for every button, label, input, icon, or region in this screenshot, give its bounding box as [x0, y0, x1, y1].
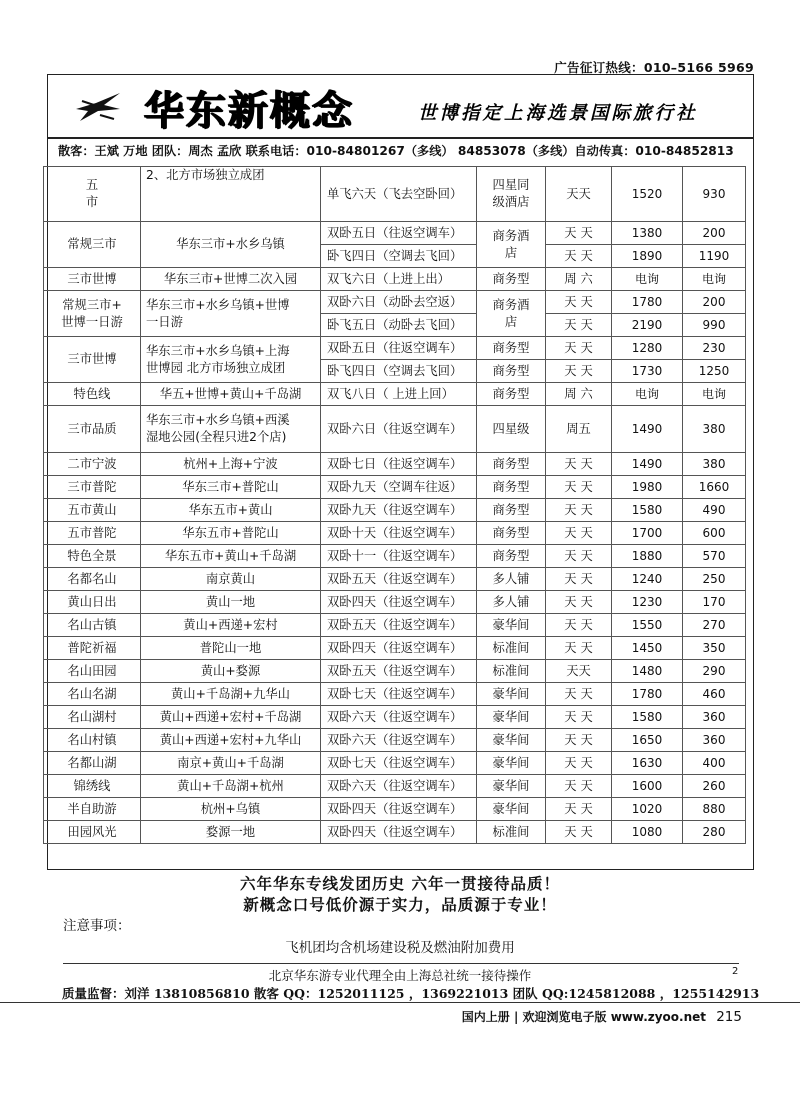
tour-name: 名山村镇	[44, 729, 141, 752]
tour-departure-days: 天 天	[546, 222, 612, 245]
footer-text: 国内上册 | 欢迎浏览电子版 www.zyoo.net	[461, 1010, 707, 1024]
tour-trip: 双卧九天（往返空调车）	[321, 499, 477, 522]
tour-route: 南京+黄山+千岛湖	[141, 752, 321, 775]
tour-departure-days: 天 天	[546, 821, 612, 844]
tour-hotel: 商务型	[477, 453, 546, 476]
tour-price-alt: 1250	[683, 360, 746, 383]
tour-hotel: 豪华间	[477, 706, 546, 729]
tour-price-alt: 930	[683, 167, 746, 222]
tour-route: 黄山+西递+宏村+千岛湖	[141, 706, 321, 729]
table-row	[44, 406, 746, 453]
tour-trip: 双卧七日（往返空调车）	[321, 453, 477, 476]
tour-price: 1890	[612, 245, 683, 268]
tour-trip: 双卧四天（往返空调车）	[321, 637, 477, 660]
tour-departure-days: 天天	[546, 167, 612, 222]
tour-price-alt: 490	[683, 499, 746, 522]
tour-route: 普陀山一地	[141, 637, 321, 660]
table-row	[44, 591, 746, 614]
table-row	[44, 568, 746, 591]
brand-name: 华东新概念	[144, 87, 354, 134]
tour-price: 2190	[612, 314, 683, 337]
tour-hotel: 豪华间	[477, 798, 546, 821]
tour-price-alt: 380	[683, 453, 746, 476]
tour-price: 1700	[612, 522, 683, 545]
tour-name: 田园风光	[44, 821, 141, 844]
tour-name: 名山名湖	[44, 683, 141, 706]
tour-price: 电询	[612, 383, 683, 406]
table-row	[44, 268, 746, 291]
tour-route: 黄山+千岛湖+九华山	[141, 683, 321, 706]
tour-route: 黄山+婺源	[141, 660, 321, 683]
tour-hotel: 四星级	[477, 406, 546, 453]
tour-route: 杭州+乌镇	[141, 798, 321, 821]
tour-route: 华东五市+黄山	[141, 499, 321, 522]
tour-hotel: 商务型	[477, 360, 546, 383]
tour-price: 1730	[612, 360, 683, 383]
table-row	[44, 476, 746, 499]
tour-trip: 双卧四天（往返空调车）	[321, 798, 477, 821]
tour-price-alt: 200	[683, 222, 746, 245]
table-row	[44, 383, 746, 406]
tour-name: 二市宁波	[44, 453, 141, 476]
tour-trip: 双卧六天（往返空调车）	[321, 775, 477, 798]
tour-route: 华东三市+水乡乌镇+上海 世博园 北方市场独立成团	[141, 337, 321, 383]
tour-price: 1520	[612, 167, 683, 222]
tour-price: 1380	[612, 222, 683, 245]
tour-route: 黄山+西递+宏村+九华山	[141, 729, 321, 752]
tour-price-alt: 电询	[683, 383, 746, 406]
table-row	[44, 683, 746, 706]
tour-price: 1020	[612, 798, 683, 821]
page-mark: 2	[732, 966, 739, 977]
tour-hotel: 标准间	[477, 637, 546, 660]
tour-departure-days: 天 天	[546, 245, 612, 268]
tour-route: 2、北方市场独立成团	[141, 167, 321, 222]
tour-trip: 双飞六日（上进上出）	[321, 268, 477, 291]
tour-hotel: 商务型	[477, 383, 546, 406]
tour-hotel: 豪华间	[477, 752, 546, 775]
tour-price-alt: 230	[683, 337, 746, 360]
tour-route: 华东三市+普陀山	[141, 476, 321, 499]
tour-name: 常规三市+ 世博一日游	[44, 291, 141, 337]
tour-trip: 双卧五天（往返空调车）	[321, 614, 477, 637]
table-row	[44, 222, 746, 245]
tour-name: 锦绣线	[44, 775, 141, 798]
tour-price: 1230	[612, 591, 683, 614]
tour-name: 半自助游	[44, 798, 141, 821]
bottom-divider	[63, 963, 739, 964]
brand-header	[48, 75, 753, 137]
tour-departure-days: 天 天	[546, 545, 612, 568]
tour-route: 华东三市+水乡乌镇+西溪 湿地公园(全程只进2个店)	[141, 406, 321, 453]
tour-route: 华东五市+普陀山	[141, 522, 321, 545]
tour-departure-days: 天 天	[546, 775, 612, 798]
tour-departure-days: 天 天	[546, 568, 612, 591]
tour-route: 婺源一地	[141, 821, 321, 844]
tour-name: 名山田园	[44, 660, 141, 683]
tour-price-alt: 380	[683, 406, 746, 453]
tour-price: 1490	[612, 406, 683, 453]
tour-price-alt: 1660	[683, 476, 746, 499]
table-row	[44, 752, 746, 775]
tour-trip: 双卧七天（往返空调车）	[321, 752, 477, 775]
table-row	[44, 291, 746, 314]
tour-price-alt: 170	[683, 591, 746, 614]
tour-price: 1780	[612, 291, 683, 314]
tour-trip: 双卧四天（往返空调车）	[321, 821, 477, 844]
tour-price-alt: 990	[683, 314, 746, 337]
tour-price-alt: 360	[683, 706, 746, 729]
tour-name: 三市普陀	[44, 476, 141, 499]
brand-divider	[48, 137, 753, 139]
tour-route: 华东三市+水乡乌镇	[141, 222, 321, 268]
tour-departure-days: 天 天	[546, 522, 612, 545]
slogan-1: 六年华东专线发团历史 六年一贯接待品质！	[240, 875, 560, 893]
tour-trip: 双飞八日（ 上进上回）	[321, 383, 477, 406]
tour-departure-days: 天 天	[546, 360, 612, 383]
tour-trip: 双卧五日（往返空调车）	[321, 337, 477, 360]
tour-price-alt: 570	[683, 545, 746, 568]
tour-trip: 双卧六天（往返空调车）	[321, 729, 477, 752]
tour-hotel: 商务型	[477, 545, 546, 568]
tour-trip: 双卧六天（往返空调车）	[321, 706, 477, 729]
tour-price: 1240	[612, 568, 683, 591]
tour-departure-days: 天 天	[546, 706, 612, 729]
tour-departure-days: 天 天	[546, 798, 612, 821]
tour-trip: 双卧六日（往返空调车）	[321, 406, 477, 453]
table-row	[44, 614, 746, 637]
tour-price: 1780	[612, 683, 683, 706]
table-row	[44, 167, 746, 222]
tour-route: 黄山一地	[141, 591, 321, 614]
tour-hotel: 豪华间	[477, 729, 546, 752]
tour-hotel: 多人铺	[477, 568, 546, 591]
tour-trip: 卧飞五日（动卧去飞回）	[321, 314, 477, 337]
tour-price: 电询	[612, 268, 683, 291]
tour-trip: 双卧五天（往返空调车）	[321, 660, 477, 683]
tour-price: 1630	[612, 752, 683, 775]
table-row	[44, 660, 746, 683]
tour-hotel: 商务型	[477, 522, 546, 545]
tour-price-alt: 360	[683, 729, 746, 752]
table-row	[44, 499, 746, 522]
tour-hotel: 多人铺	[477, 591, 546, 614]
tour-price-alt: 250	[683, 568, 746, 591]
tour-price: 1080	[612, 821, 683, 844]
tour-name: 名山古镇	[44, 614, 141, 637]
table-row	[44, 775, 746, 798]
tour-hotel: 商务型	[477, 476, 546, 499]
tour-price-alt: 460	[683, 683, 746, 706]
tour-route: 黄山+千岛湖+杭州	[141, 775, 321, 798]
tour-hotel: 四星同 级酒店	[477, 167, 546, 222]
tour-departure-days: 天 天	[546, 591, 612, 614]
tour-departure-days: 天 天	[546, 499, 612, 522]
tour-departure-days: 天天	[546, 660, 612, 683]
supervision-contacts: 质量监督：刘洋 13810856810 散客 QQ：1252011125 ，1369221013 团队 QQ:1245812088 ，1255142913	[62, 986, 760, 1001]
tour-hotel: 豪华间	[477, 683, 546, 706]
tour-name: 常规三市	[44, 222, 141, 268]
tour-departure-days: 周 六	[546, 268, 612, 291]
tour-trip: 双卧十一（往返空调车）	[321, 545, 477, 568]
tour-route: 黄山+西递+宏村	[141, 614, 321, 637]
tour-route: 华五+世博+黄山+千岛湖	[141, 383, 321, 406]
tour-hotel: 豪华间	[477, 614, 546, 637]
tour-price-alt: 280	[683, 821, 746, 844]
tour-name: 特色全景	[44, 545, 141, 568]
tour-departure-days: 天 天	[546, 337, 612, 360]
notes-text: 飞机团均含机场建设税及燃油附加费用	[285, 940, 515, 956]
tour-price-alt: 260	[683, 775, 746, 798]
table-row	[44, 453, 746, 476]
tour-departure-days: 周 六	[546, 383, 612, 406]
tour-price: 1550	[612, 614, 683, 637]
tour-price-table	[43, 166, 746, 844]
tour-price: 1490	[612, 453, 683, 476]
tour-price: 1280	[612, 337, 683, 360]
tour-departure-days: 天 天	[546, 614, 612, 637]
tour-trip: 双卧六日（动卧去空返）	[321, 291, 477, 314]
tour-price-alt: 电询	[683, 268, 746, 291]
tour-price: 1480	[612, 660, 683, 683]
page-number: 215	[716, 1009, 742, 1025]
tour-departure-days: 天 天	[546, 637, 612, 660]
tour-hotel: 标准间	[477, 660, 546, 683]
tour-price: 1600	[612, 775, 683, 798]
notes-label: 注意事项：	[63, 918, 131, 934]
tour-hotel: 商务型	[477, 337, 546, 360]
tour-name: 五 市	[44, 167, 141, 222]
tour-hotel: 商务酒 店	[477, 222, 546, 268]
page-footer	[462, 1008, 742, 1025]
tour-trip: 双卧十天（往返空调车）	[321, 522, 477, 545]
tour-departure-days: 天 天	[546, 314, 612, 337]
tour-trip: 双卧七天（往返空调车）	[321, 683, 477, 706]
table-row	[44, 637, 746, 660]
tour-hotel: 商务型	[477, 499, 546, 522]
tour-name: 名山湖村	[44, 706, 141, 729]
tour-trip: 双卧五日（往返空调车）	[321, 222, 477, 245]
tour-hotel: 豪华间	[477, 775, 546, 798]
tour-departure-days: 天 天	[546, 476, 612, 499]
table-row	[44, 729, 746, 752]
tour-trip: 双卧九天（空调车往返）	[321, 476, 477, 499]
tour-price: 1580	[612, 499, 683, 522]
tour-route: 杭州+上海+宁波	[141, 453, 321, 476]
slogan-2: 新概念口号低价源于实力，品质源于专业！	[243, 896, 557, 914]
tour-price-alt: 600	[683, 522, 746, 545]
swallow-logo-icon	[74, 89, 122, 125]
tour-departure-days: 天 天	[546, 453, 612, 476]
tour-price-alt: 200	[683, 291, 746, 314]
agent-note: 北京华东游专业代理全由上海总社统一接待操作	[268, 968, 532, 983]
tour-price: 1880	[612, 545, 683, 568]
tour-price-alt: 350	[683, 637, 746, 660]
tour-hotel: 商务酒 店	[477, 291, 546, 337]
tour-name: 名都山湖	[44, 752, 141, 775]
footer-divider	[0, 1002, 800, 1003]
table-row	[44, 337, 746, 360]
contact-info: 散客：王斌 万地 团队：周杰 孟欣 联系电话：010-84801267（多线） 84853078（多线）自动传真：010-84852813	[58, 144, 734, 158]
tour-name: 普陀祈福	[44, 637, 141, 660]
table-row	[44, 706, 746, 729]
tour-price-alt: 880	[683, 798, 746, 821]
tour-departure-days: 天 天	[546, 729, 612, 752]
table-row	[44, 798, 746, 821]
tour-trip: 卧飞四日（空调去飞回）	[321, 245, 477, 268]
tour-name: 五市普陀	[44, 522, 141, 545]
brand-subtitle: 世博指定上海选景国际旅行社	[418, 103, 698, 124]
tour-departure-days: 天 天	[546, 752, 612, 775]
table-row	[44, 821, 746, 844]
tour-route: 华东五市+黄山+千岛湖	[141, 545, 321, 568]
tour-price: 1650	[612, 729, 683, 752]
tour-name: 三市品质	[44, 406, 141, 453]
tour-route: 华东三市+世博二次入园	[141, 268, 321, 291]
tour-hotel: 标准间	[477, 821, 546, 844]
tour-departure-days: 天 天	[546, 683, 612, 706]
tour-price-alt: 290	[683, 660, 746, 683]
tour-trip: 单飞六天（飞去空卧回）	[321, 167, 477, 222]
tour-name: 五市黄山	[44, 499, 141, 522]
tour-name: 黄山日出	[44, 591, 141, 614]
tour-name: 三市世博	[44, 337, 141, 383]
ad-hotline: 广告征订热线：010–5166 5969	[554, 60, 754, 75]
tour-hotel: 商务型	[477, 268, 546, 291]
tour-price: 1980	[612, 476, 683, 499]
tour-price-alt: 270	[683, 614, 746, 637]
tour-departure-days: 天 天	[546, 291, 612, 314]
tour-price-alt: 1190	[683, 245, 746, 268]
tour-price: 1450	[612, 637, 683, 660]
tour-route: 华东三市+水乡乌镇+世博 一日游	[141, 291, 321, 337]
table-row	[44, 545, 746, 568]
tour-trip: 双卧五天（往返空调车）	[321, 568, 477, 591]
tour-name: 特色线	[44, 383, 141, 406]
tour-name: 三市世博	[44, 268, 141, 291]
tour-price-alt: 400	[683, 752, 746, 775]
table-row	[44, 522, 746, 545]
tour-trip: 卧飞四日（空调去飞回）	[321, 360, 477, 383]
tour-price: 1580	[612, 706, 683, 729]
tour-name: 名都名山	[44, 568, 141, 591]
tour-departure-days: 周五	[546, 406, 612, 453]
tour-trip: 双卧四天（往返空调车）	[321, 591, 477, 614]
tour-route: 南京黄山	[141, 568, 321, 591]
